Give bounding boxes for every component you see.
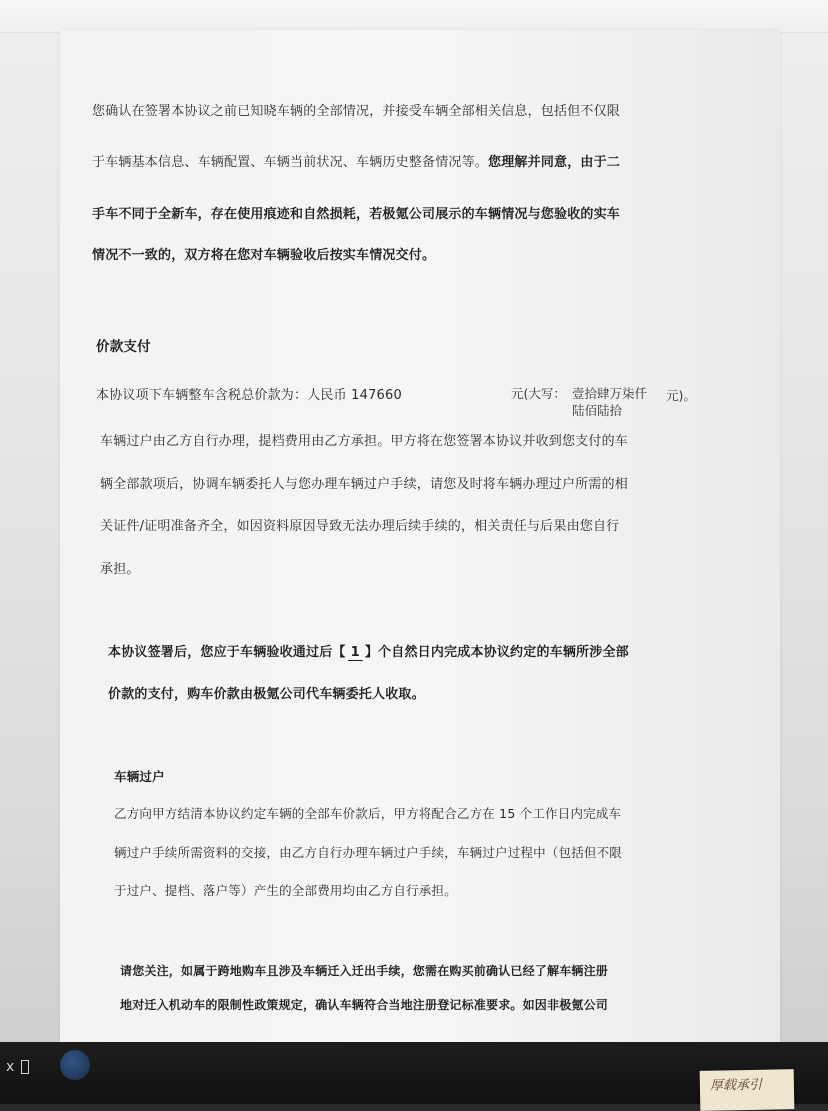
intro-line-2-normal: 于车辆基本信息、车辆配置、车辆当前状况、车辆历史整备情况等。 bbox=[92, 155, 489, 170]
intro-line-2-bold: 您理解并同意，由于二 bbox=[488, 155, 621, 170]
price-line: 本协议项下车辆整车含税总价款为：人民币 147660 bbox=[96, 388, 402, 403]
payment-body-line-2: 辆全部款项后，协调车辆委托人与您办理车辆过户手续，请您及时将车辆办理过户所需的相 bbox=[100, 477, 629, 492]
notice-line-1: 请您关注，如属于跨地购车且涉及车辆迁入迁出手续，您需在购买前确认已经了解车辆注册 bbox=[120, 964, 609, 978]
deadline-line-1 bbox=[108, 641, 629, 661]
payment-body-line-1: 车辆过户由乙方自行办理，提档费用由乙方承担。甲方将在您签署本协议并收到您支付的车 bbox=[100, 434, 629, 449]
deadline-days: 1 bbox=[348, 645, 363, 661]
intro-line-3: 手车不同于全新车，存在使用痕迹和自然损耗，若极氪公司展示的车辆情况与您验收的实车 bbox=[92, 207, 621, 222]
notice-line-2: 地对迁入机动车的限制性政策规定，确认车辆符合当地注册登记标准要求。如因非极氪公司 bbox=[120, 998, 609, 1012]
price-words-2: 陆佰陆拾 bbox=[572, 403, 623, 418]
transfer-line-3: 于过户、提档、落户等）产生的全部费用均由乙方自行承担。 bbox=[114, 883, 457, 898]
deadline-line-2: 价款的支付，购车价款由极氪公司代车辆委托人收取。 bbox=[108, 687, 425, 702]
taskbar-left-label: x bbox=[6, 1059, 15, 1075]
price-end: 元)。 bbox=[666, 388, 696, 403]
price-suffix: 元(大写： bbox=[511, 386, 566, 401]
transfer-line-2: 辆过户手续所需资料的交接，由乙方自行办理车辆过户手续，车辆过户过程中（包括但不限 bbox=[114, 845, 623, 860]
deadline-prefix: 本协议签署后，您应于车辆验收通过后【 bbox=[108, 645, 346, 660]
price-words-1: 壹拾肆万柒仟 bbox=[572, 386, 648, 401]
intro-line-4: 情况不一致的，双方将在您对车辆验收后按实车情况交付。 bbox=[92, 248, 436, 263]
transfer-line-1: 乙方向甲方结清本协议约定车辆的全部车价款后，甲方将配合乙方在 15 个工作日内完成车 bbox=[114, 806, 622, 821]
intro-line-1: 您确认在签署本协议之前已知晓车辆的全部情况，并接受车辆全部相关信息，包括但不仅限 bbox=[92, 104, 621, 119]
deadline-suffix: 】个自然日内完成本协议约定的车辆所涉全部 bbox=[364, 645, 629, 660]
window-icon[interactable] bbox=[6, 1056, 34, 1078]
intro-line-2 bbox=[92, 151, 620, 170]
sticky-note bbox=[700, 1069, 795, 1111]
transfer-heading: 车辆过户 bbox=[114, 769, 165, 784]
window-top-edge bbox=[0, 0, 828, 33]
payment-body-line-3: 关证件/证明准备齐全，如因资料原因导致无法办理后续手续的，相关责任与后果由您自行 bbox=[100, 519, 620, 534]
app-icon[interactable] bbox=[60, 1050, 90, 1080]
payment-heading: 价款支付 bbox=[96, 339, 151, 355]
sticky-note-text: 厚载承引 bbox=[709, 1077, 763, 1094]
payment-body-line-4: 承担。 bbox=[100, 562, 140, 577]
